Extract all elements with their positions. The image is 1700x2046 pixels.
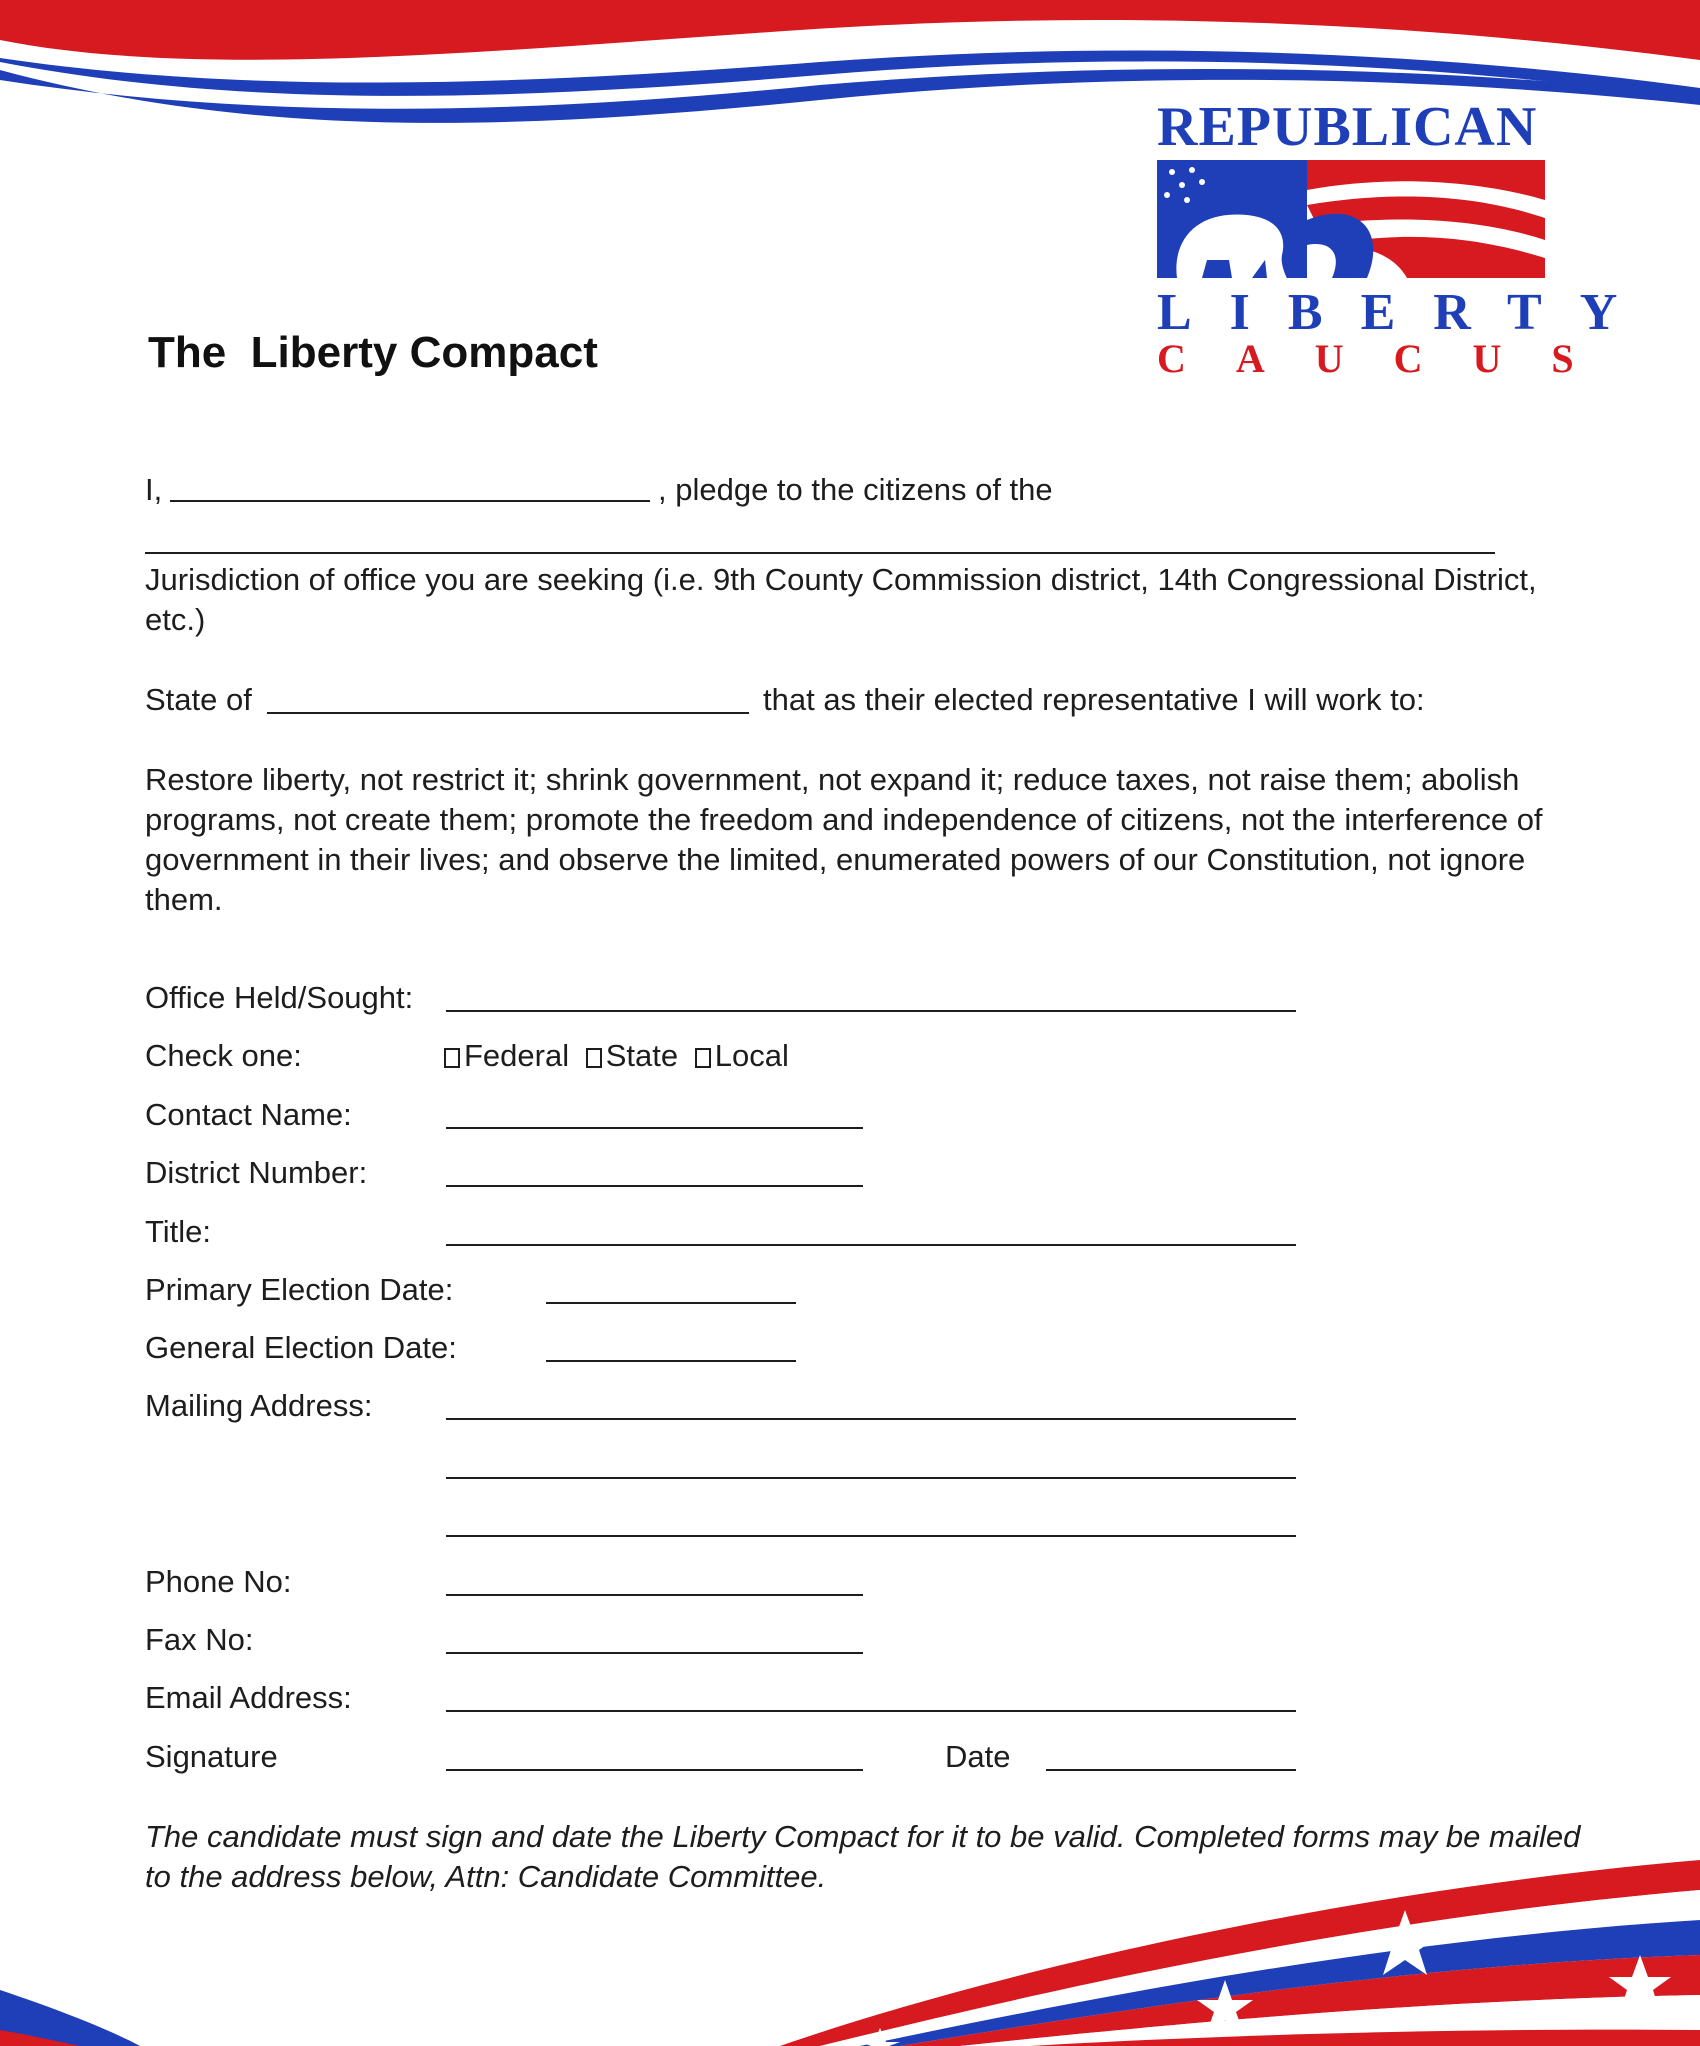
district-number-label: District Number:	[145, 1155, 368, 1190]
office-label: Office Held/Sought:	[145, 980, 414, 1015]
fax-field[interactable]	[446, 1652, 863, 1654]
general-election-date-field[interactable]	[546, 1360, 796, 1362]
federal-option-label: Federal	[464, 1038, 570, 1073]
email-label: Email Address:	[145, 1680, 352, 1715]
state-option-label: State	[605, 1038, 679, 1073]
state-checkbox[interactable]	[586, 1038, 678, 1073]
candidate-name-field[interactable]	[170, 500, 650, 502]
jurisdiction-hint-cont: etc.)	[145, 602, 206, 637]
date-field[interactable]	[1046, 1769, 1296, 1771]
republican-liberty-caucus-logo	[1155, 95, 1656, 385]
signature-label: Signature	[145, 1739, 278, 1774]
bottom-swoosh-decoration	[0, 1860, 1700, 2046]
local-checkbox[interactable]	[695, 1038, 789, 1073]
state-prefix: State of	[145, 682, 252, 717]
signature-field[interactable]	[446, 1769, 863, 1771]
mailing-address-field-3[interactable]	[446, 1535, 1296, 1537]
logo-republican-text: REPUBLICAN	[1157, 96, 1538, 158]
contact-name-label: Contact Name:	[145, 1097, 352, 1132]
pledge-body-paragraph: Restore liberty, not restrict it; shrink government, not expand it; reduce taxes, not raise them; abolish programs, not create them; promote the freedom and independence of citizens, not the interference of government in their lives; and observe the limited, enumerated powers of our Constitution, not ignore them.	[145, 762, 1543, 917]
primary-election-date-field[interactable]	[546, 1302, 796, 1304]
check-one-label: Check one:	[145, 1038, 302, 1073]
state-field[interactable]	[267, 712, 749, 714]
office-level-options	[444, 1036, 789, 1076]
general-election-date-label: General Election Date:	[145, 1330, 457, 1365]
footer-note-line1: The candidate must sign and date the Liberty Compact for it to be valid. Completed forms may be mailed	[145, 1819, 1581, 1854]
mailing-address-field-1[interactable]	[446, 1418, 1296, 1420]
federal-checkbox[interactable]	[444, 1038, 569, 1073]
state-suffix: that as their elected representative I will work to:	[763, 682, 1425, 717]
primary-election-date-label: Primary Election Date:	[145, 1272, 454, 1307]
contact-name-field[interactable]	[446, 1127, 863, 1129]
office-field[interactable]	[446, 1010, 1296, 1012]
logo-liberty-text: LIBERTY	[1157, 284, 1656, 341]
title-label: Title:	[145, 1214, 212, 1249]
phone-label: Phone No:	[145, 1564, 292, 1599]
checkbox-icon	[695, 1048, 711, 1068]
district-number-field[interactable]	[446, 1185, 863, 1187]
fax-label: Fax No:	[145, 1622, 254, 1657]
date-label: Date	[945, 1739, 1011, 1774]
checkbox-icon	[444, 1048, 460, 1068]
page-title: The Liberty Compact	[148, 328, 598, 377]
jurisdiction-field[interactable]	[145, 552, 1495, 554]
logo-caucus-text: CAUCUS	[1157, 336, 1624, 381]
elephant-flag-emblem	[1157, 160, 1545, 278]
local-option-label: Local	[714, 1038, 789, 1073]
mailing-address-field-2[interactable]	[446, 1477, 1296, 1479]
footer-note-line2: to the address below, Attn: Candidate Committee.	[145, 1859, 827, 1894]
jurisdiction-hint: Jurisdiction of office you are seeking (i.e. 9th County Commission district, 14th Congressional District,	[145, 562, 1537, 597]
phone-field[interactable]	[446, 1594, 863, 1596]
checkbox-icon	[586, 1048, 602, 1068]
mailing-address-label: Mailing Address:	[145, 1388, 373, 1423]
title-field[interactable]	[446, 1244, 1296, 1246]
email-field[interactable]	[446, 1710, 1296, 1712]
pledge-prefix: I,	[145, 472, 163, 507]
pledge-suffix: , pledge to the citizens of the	[658, 472, 1053, 507]
